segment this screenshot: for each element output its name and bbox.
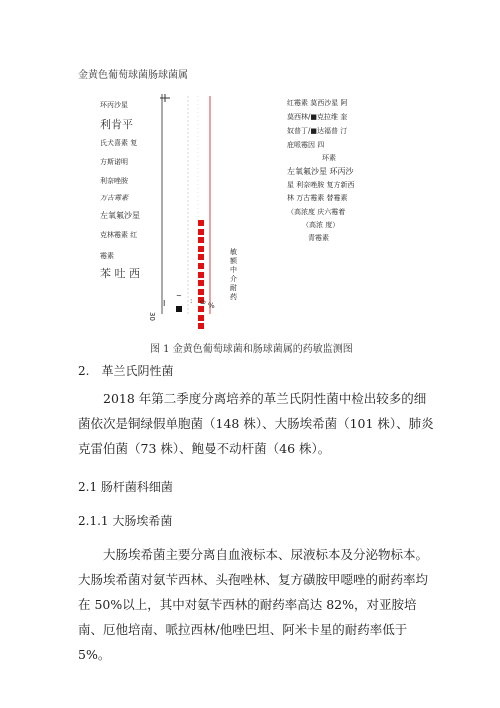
section-heading: 2. 革兰氏阴性菌: [78, 364, 174, 378]
figure-title: 金黄色葡萄球菌肠球菌属: [78, 70, 188, 81]
drug-label-right: 青霉素: [308, 234, 329, 242]
drug-label-left: 利奈唑胺: [100, 177, 128, 185]
legend-text: 敏 额 中 介 耐 药: [230, 248, 237, 301]
drug-label-right: 庇哌霉因 四: [287, 141, 325, 149]
subheading-ecoli: 2.1.1 大肠埃希菌: [78, 514, 173, 528]
resistance-marker: [198, 220, 204, 226]
resistance-marker: [198, 315, 204, 321]
svg-text::: :: [190, 297, 193, 305]
percent-mark: %: [208, 302, 215, 310]
resistance-marker: [198, 254, 204, 260]
drug-label-left: 克林霉素 红: [100, 231, 138, 239]
drug-label-left: 万古霉素: [100, 194, 128, 202]
drug-label-right: 星 利奈唑胺 复方新西: [287, 181, 355, 189]
resistance-marker: [198, 246, 204, 252]
axis-label: 0: [198, 300, 206, 305]
drug-label-right: （高浓 度）: [302, 221, 340, 229]
drug-label-left: 左氧氟沙星: [100, 211, 140, 220]
drug-label-left: 霉素: [100, 252, 114, 260]
drug-label-right: 红霉素 莫西沙星 阿: [287, 99, 348, 107]
resistance-marker: [198, 323, 204, 329]
svg-text:30: 30: [148, 312, 156, 321]
drug-label-left: 氏犬喜素 复: [100, 139, 138, 147]
drug-label-left: 利肯平: [100, 118, 133, 131]
resistance-marker: [198, 237, 204, 243]
paragraph-1: 2018 年第二季度分离培养的革兰氏阴性菌中检出较多的细菌依次是铜绿假单胞菌（148 株）、大肠埃希菌（101 株）、肺炎克雷伯菌（73 株）、鲍曼不动杆菌（46 株）。: [78, 391, 434, 456]
subheading-enterobacteriaceae: 2.1 肠杆菌科细菌: [78, 480, 173, 494]
svg-text:~: ~: [176, 292, 182, 300]
drug-label-right: 左氧氟沙星 环丙沙: [287, 167, 354, 176]
paragraph-2: 大肠埃希菌主要分离自血液标本、尿液标本及分泌物标本。大肠埃希菌对氨苄西林、头孢唑林、复方磺胺甲噁唑的耐药率均在 50%以上，其中对氨苄西林的耐药率高达 82%，对亚胺培南、厄他培南、哌拉西林/他唑巴坦、阿米卡星的耐药率低于 5%。: [78, 547, 429, 662]
resistance-marker: [198, 263, 204, 269]
drug-label-left: 环丙沙星: [100, 101, 128, 109]
resistance-marker: [198, 280, 204, 286]
resistance-marker: [198, 289, 204, 295]
drug-label-right: （高浓度 庆六霉着: [287, 208, 346, 216]
resistance-marker: [198, 306, 204, 312]
resistance-marker: [198, 272, 204, 278]
drug-label-left: 方斯诺明: [100, 158, 128, 166]
resistance-marker: [198, 229, 204, 235]
drug-label-right: 环素: [322, 154, 336, 162]
figure-caption: 图 1 金黄色葡萄球菌和肠球菌属的药敏监测图: [150, 344, 353, 355]
drug-label-right: 林 万古霉素 替霉素: [287, 194, 348, 202]
drug-label-right: 莫西林/■克拉维 奎: [287, 113, 348, 121]
svg-text:I: I: [163, 299, 166, 308]
drug-label-right: 奴普丁/■达福普 汀: [287, 127, 348, 135]
drug-label-left: 苯 吐 西: [100, 267, 140, 280]
